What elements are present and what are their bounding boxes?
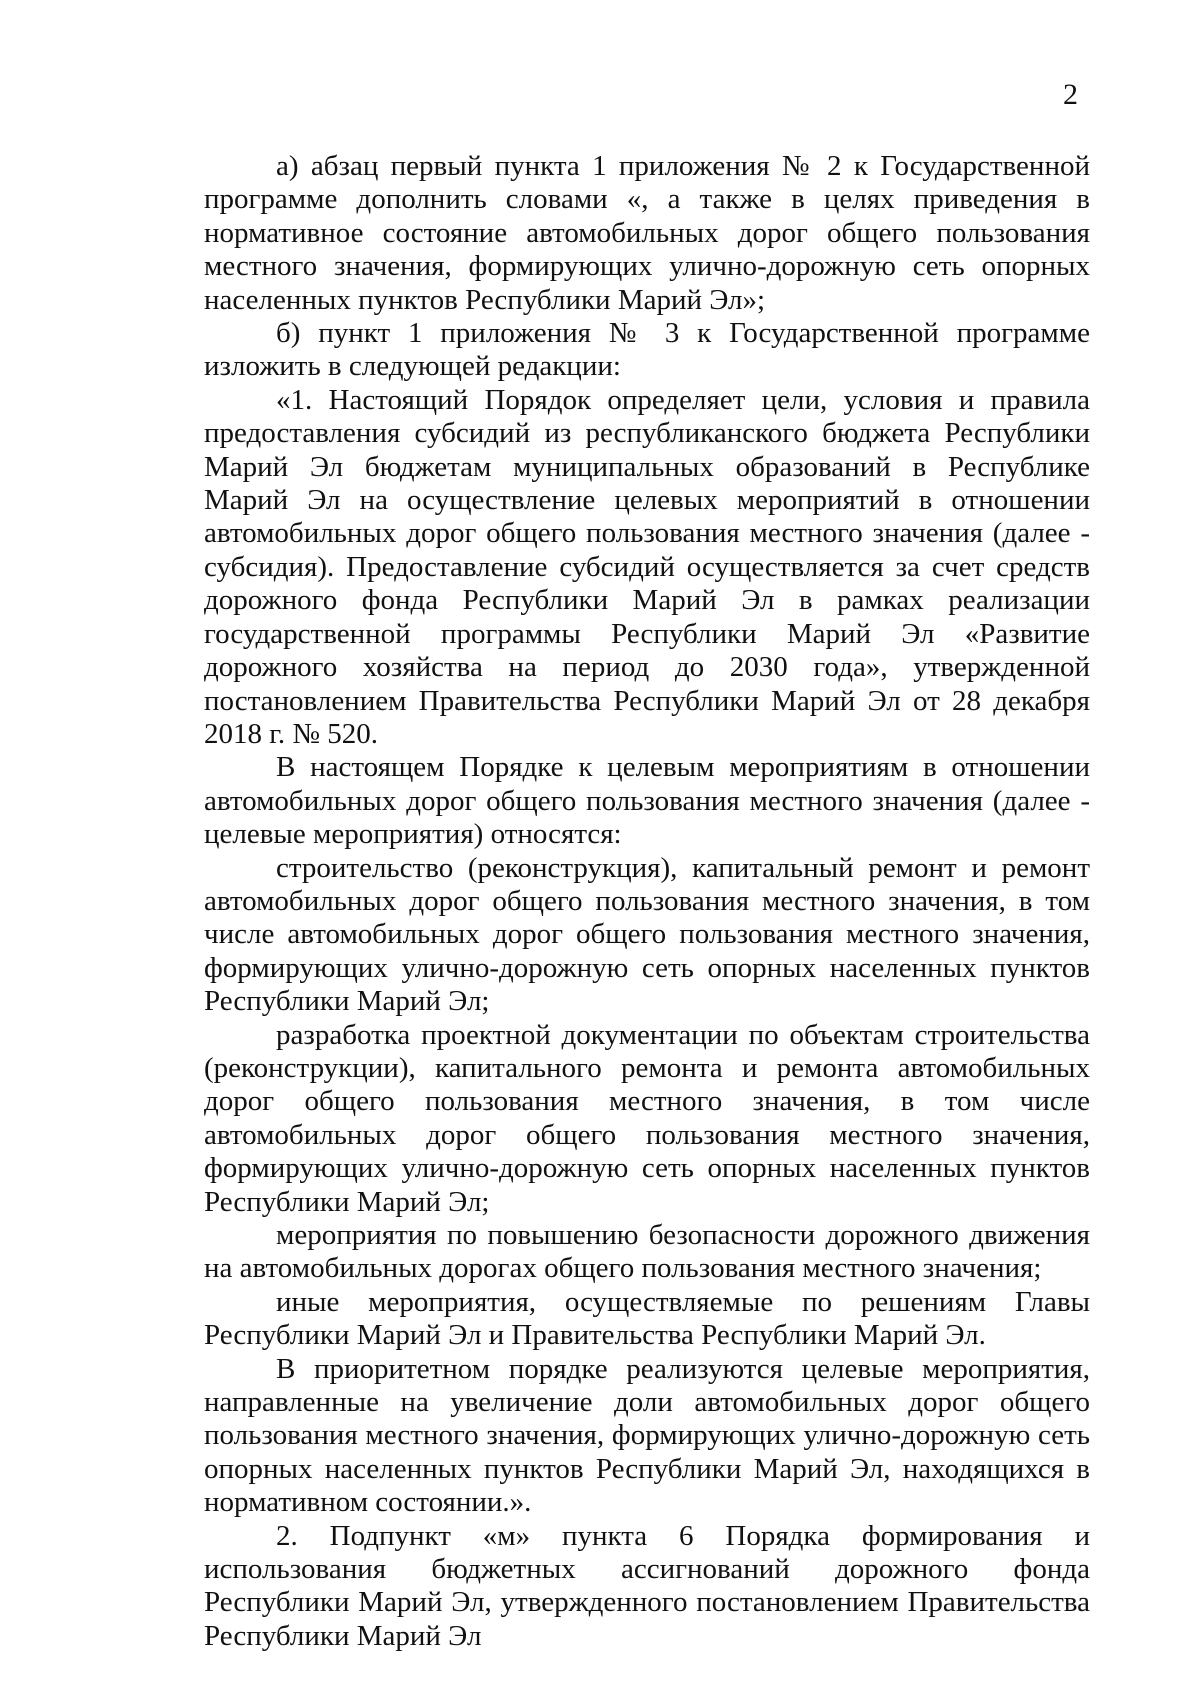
paragraph-road-safety: мероприятия по повышению безопасности дорожного движения на автомобильных дорогах общего пользования местного значения; bbox=[204, 1219, 1090, 1285]
paragraph-construction: строительство (реконструкция), капитальный ремонт и ремонт автомобильных дорог общего пользования местного значения, в том числе автомобильных дорог общего пользования местного значения, формирующих улично-дорожную сеть опорных населенных пунктов Республики Марий Эл; bbox=[204, 851, 1090, 1018]
page-number: 2 bbox=[1063, 78, 1078, 111]
paragraph-target-activities: В настоящем Порядке к целевым мероприятиям в отношении автомобильных дорог общего пользования местного значения (далее - целевые мероприятия) относятся: bbox=[204, 751, 1090, 851]
paragraph-order-purpose: «1. Настоящий Порядок определяет цели, условия и правила предоставления субсидий из республиканского бюджета Республики Марий Эл бюджетам муниципальных образований в Республике Марий Эл на осуществление целевых мероприятий в отношении автомобильных дорог общего пользования местного значения (далее - субсидия). Предоставление субсидий осуществляется за счет средств дорожного фонда Республики Марий Эл в рамках реализации государственной программы Республики Марий Эл «Развитие дорожного хозяйства на период до 2030 года», утвержденной постановлением Правительства Республики Марий Эл от 28 декабря 2018 г. № 520. bbox=[204, 383, 1090, 750]
paragraph-a: а) абзац первый пункта 1 приложения № 2 к Государственной программе дополнить словами «, а также в целях приведения в нормативное состояние автомобильных дорог общего пользования местного значения, формирующих улично-дорожную сеть опорных населенных пунктов Республики Марий Эл»; bbox=[204, 150, 1090, 316]
paragraph-other-activities: иные мероприятия, осуществляемые по решениям Главы Республики Марий Эл и Правительства Республики Марий Эл. bbox=[204, 1285, 1090, 1352]
paragraph-design-documentation: разработка проектной документации по объектам строительства (реконструкции), капитального ремонта и ремонта автомобильных дорог общего пользования местного значения, в том числе автомобильных дорог общего пользования местного значения, формирующих улично-дорожную сеть опорных населенных пунктов Республики Марий Эл; bbox=[204, 1018, 1090, 1218]
paragraph-b: б) пункт 1 приложения № 3 к Государственной программе изложить в следующей редакции: bbox=[204, 317, 1090, 383]
paragraph-priority: В приоритетном порядке реализуются целевые мероприятия, направленные на увеличение доли автомобильных дорог общего пользования местного значения, формирующих улично-дорожную сеть опорных населенных пунктов Республики Марий Эл, находящихся в нормативном состоянии.». bbox=[204, 1352, 1090, 1519]
document-body bbox=[204, 150, 1090, 1653]
paragraph-item-2: 2. Подпункт «м» пункта 6 Порядка формирования и использования бюджетных ассигнований дорожного фонда Республики Марий Эл, утвержденного постановлением Правительства Республики Марий Эл bbox=[204, 1519, 1090, 1652]
